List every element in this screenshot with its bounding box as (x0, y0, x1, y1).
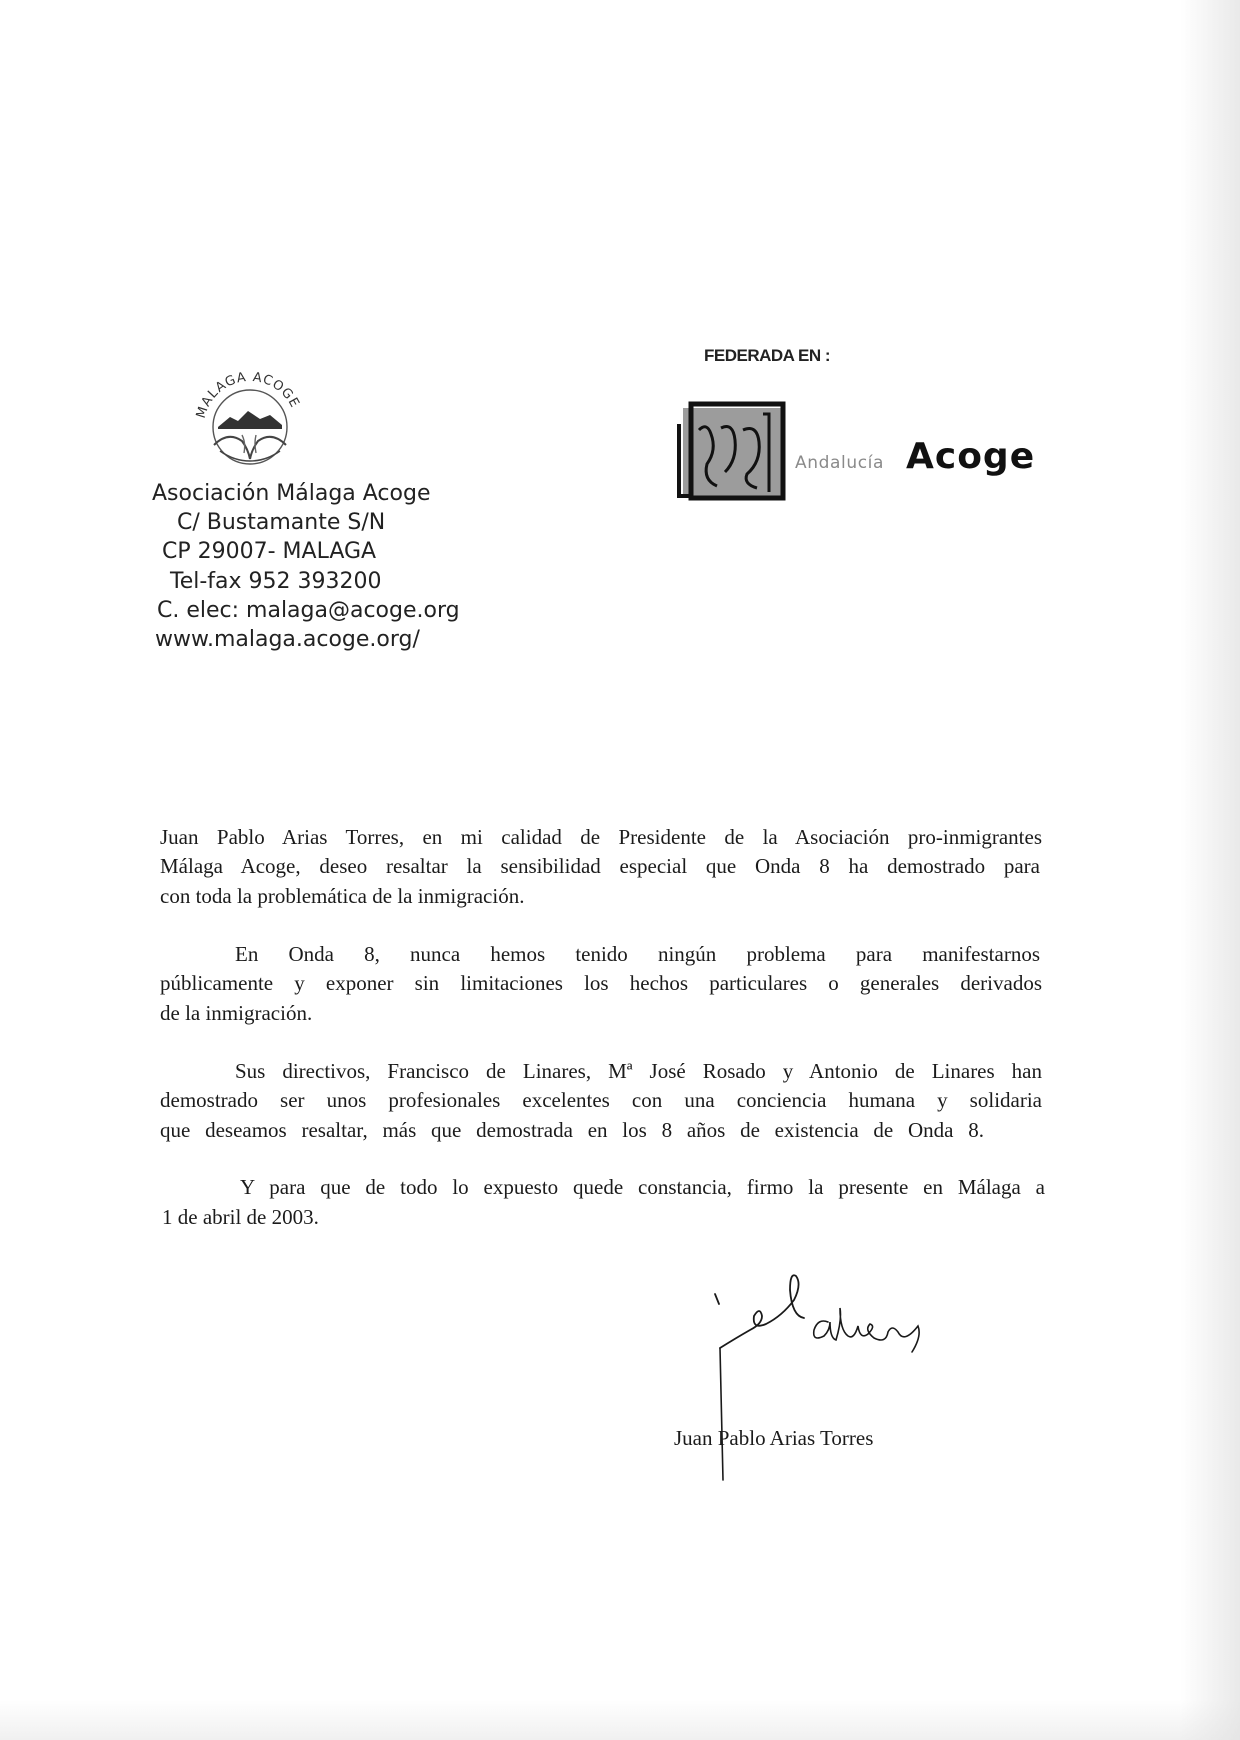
org-website: www.malaga.acoge.org/ (155, 627, 420, 652)
paragraph-2-line-1: En Onda 8, nunca hemos tenido ningún problema para manifestarnos (235, 942, 1040, 966)
org-email: C. elec: malaga@acoge.org (157, 598, 460, 623)
paragraph-1-line-2: Málaga Acoge, deseo resaltar la sensibilidad especial que Onda 8 ha demostrado para (160, 854, 1040, 878)
paragraph-1-line-3: con toda la problemática de la inmigración. (160, 884, 525, 908)
federation-label: FEDERADA EN : (704, 346, 831, 365)
federation-name: Acoge (906, 436, 1036, 477)
andalucia-acoge-logo (677, 400, 787, 505)
paragraph-1-line-1: Juan Pablo Arias Torres, en mi calidad de Presidente de la Asociación pro-inmigrantes (160, 825, 1042, 849)
federation-region: Andalucía (795, 453, 884, 473)
paragraph-3-line-1: Sus directivos, Francisco de Linares, Mª José Rosado y Antonio de Linares han (235, 1059, 1042, 1083)
malaga-acoge-logo (190, 365, 310, 483)
paragraph-4-line-1: Y para que de todo lo expuesto quede constancia, firmo la presente en Málaga a (240, 1175, 1045, 1199)
handwritten-signature (690, 1260, 950, 1490)
svg-text:MALAGA ACOGE: MALAGA ACOGE (193, 369, 303, 421)
org-name: Asociación Málaga Acoge (152, 481, 431, 506)
paragraph-4-line-2: 1 de abril de 2003. (162, 1205, 319, 1229)
page-edge-shadow (1180, 0, 1240, 1740)
org-phone: Tel-fax 952 393200 (170, 569, 382, 594)
org-street: C/ Bustamante S/N (177, 510, 386, 535)
page-bottom-shadow (0, 1700, 1240, 1740)
paragraph-3-line-3: que deseamos resaltar, más que demostrada en los 8 años de existencia de Onda 8. (160, 1118, 984, 1142)
signatory-name: Juan Pablo Arias Torres (674, 1426, 874, 1450)
paragraph-2-line-3: de la inmigración. (160, 1001, 313, 1025)
paragraph-3-line-2: demostrado ser unos profesionales excelentes con una conciencia humana y solidaria (160, 1088, 1042, 1112)
paragraph-2-line-2: públicamente y exponer sin limitaciones los hechos particulares o generales derivados (160, 971, 1042, 995)
org-postal: CP 29007- MALAGA (162, 539, 377, 564)
